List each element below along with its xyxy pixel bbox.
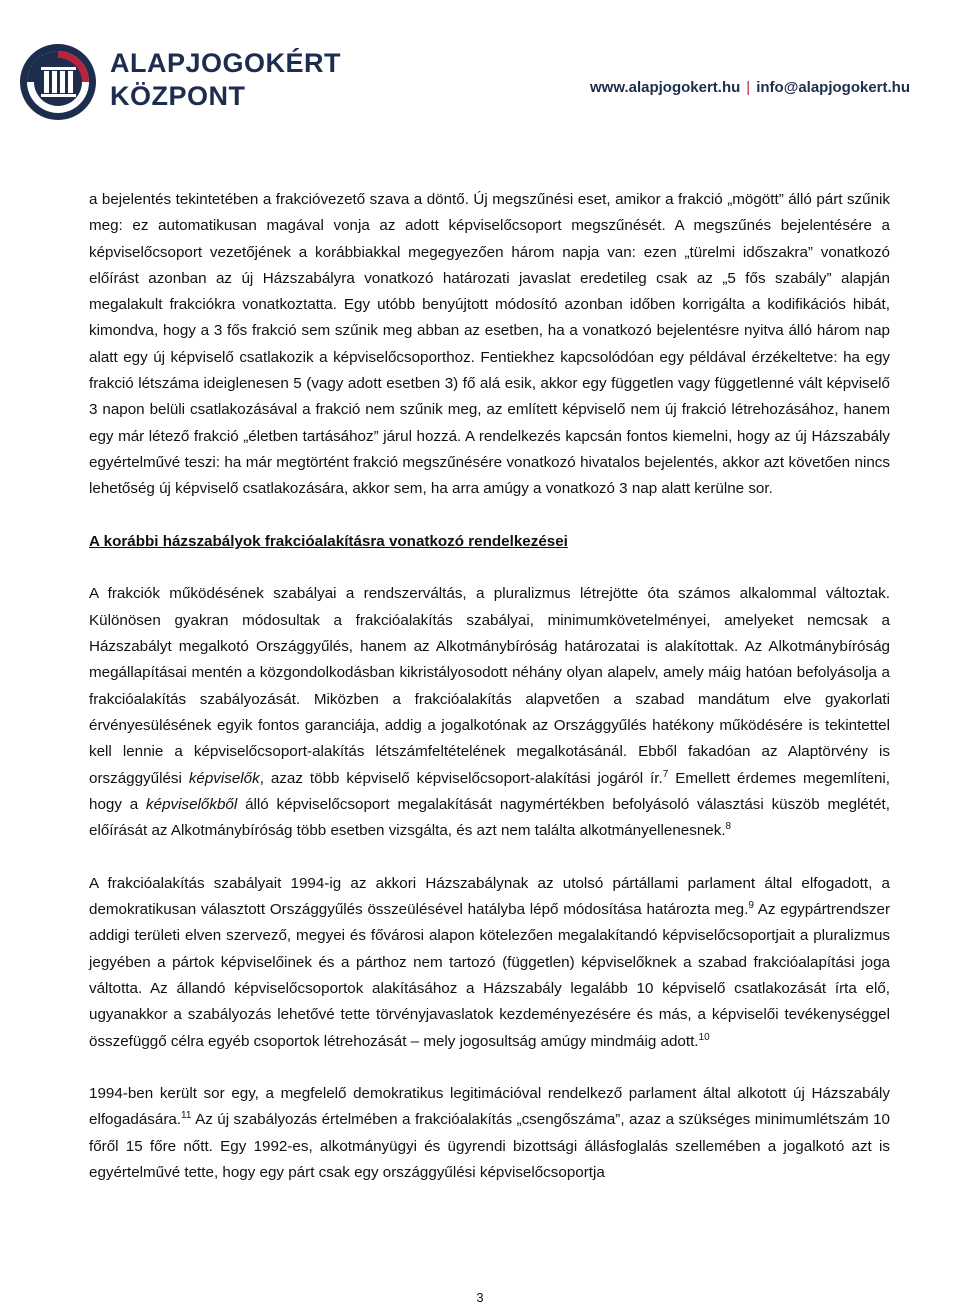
- page-header: [0, 0, 960, 130]
- section-heading: [89, 529, 890, 555]
- body-paragraph: [89, 187, 890, 503]
- footnote-reference: 11: [181, 1110, 192, 1122]
- emphasis-text: képviselőkből: [146, 795, 238, 813]
- contact-separator: |: [746, 79, 751, 96]
- page-number: 3: [476, 1290, 484, 1305]
- footnote-reference: 9: [748, 899, 754, 911]
- paragraph-text: , azaz több képviselő képviselőcsoport-alakítási jogáról ír.: [259, 769, 663, 787]
- paragraph-text: Az új szabályozás értelmében a frakcióalakítás „csengőszáma”, azaz a szükséges minimumlétszám 10 főről 15 főre nőtt. Egy 1992-es, alkotmányügyi és ügyrendi bizottsági állásfoglalás szellemében a jogalkotó azt is egyértelművé tette, hogy egy párt csak egy országgyűlési képviselőcsoportja: [89, 1111, 890, 1181]
- columns-emblem-icon: [18, 42, 98, 122]
- brand-wordmark: [110, 50, 341, 110]
- paragraph-text: Emellett érdemes megemlíteni, hogy a: [89, 769, 890, 813]
- footnote-reference: 7: [662, 768, 669, 780]
- paragraph-text: A frakciók működésének szabályai a rendszerváltás, a pluralizmus létrejötte óta számos alkalommal változtak. Különösen gyakran módosultak a frakcióalakítás szabályai, minimumkövetelményei, amelyeket nemcsak a Házszabályt megalkotó Országgyűlés, hanem az Alkotmánybíróság határozatai is alakítottak. Az Alkotmánybíróság megállapításai mentén a közgondolkodásban kikristályosodott néhány olyan alapelv, amely máig hatóan befolyásolja a frakcióalakítás szabályozását. Miközben a frakcióalakítás alapvetően a szabad mandátum elve gyakorlati érvényesülésének egyik fontos garanciája, addig a jogalkotónak az Országgyűlés hatékony működésére is tekintettel kell lennie a képviselőcsoport-alakítás létszámfeltételének megalkotásánál. Ebből fakadóan az Alaptörvény is országgyűlési: [89, 585, 890, 787]
- document-body: [89, 187, 890, 1186]
- email-link[interactable]: info@alapjogokert.hu: [756, 79, 910, 96]
- body-paragraph: [89, 581, 890, 844]
- footnote-reference: 10: [698, 1031, 710, 1043]
- brand-line-1: ALAPJOGOKÉRT: [110, 48, 342, 78]
- paragraph-text: Az egypártrendszer addigi területi elven szervező, megyei és fővárosi alapon kötelezően megalakítandó képviselőcsoportjait a pluralizmus jegyében a pártok képviselőinek és a párthoz nem tartozó (független) képviselőknek a szabad frakcióalapítási joga váltotta. Az állandó képviselőcsoportok alakításához a Házszabály legalább 10 képviselő csatlakozását írta elő, ugyanakkor a szabályozás lehetővé tette törvényjavaslatok kezdeményezésére és más, a képviselői tevékenységgel összefüggő célra egyéb csoportok létrehozását – mely jogosultság amúgy mindmáig adott.: [89, 901, 890, 1050]
- emphasis-text: képviselők: [188, 769, 260, 787]
- body-paragraph: [89, 1081, 890, 1186]
- paragraph-text: A frakcióalakítás szabályait 1994-ig az akkori Házszabálynak az utolsó pártállami parlament által elfogadott, a demokratikusan választott Országgyűlés összeülésével hatályba lépő módosítása határozta meg.: [89, 874, 890, 919]
- body-paragraph: [89, 871, 890, 1055]
- website-link[interactable]: www.alapjogokert.hu: [590, 79, 741, 96]
- paragraph-text: A korábbi házszabályok frakcióalakításra vonatkozó rendelkezései: [89, 532, 568, 550]
- paragraph-text: álló képviselőcsoport megalakítását nagymértékben befolyásoló választási küszöb meglétét, előírását az Alkotmánybíróság több esetben vizsgálta, és azt nem találta alkotmányellenesnek.: [89, 795, 890, 840]
- paragraph-text: a bejelentés tekintetében a frakcióvezető szava a döntő. Új megszűnési eset, amikor a frakció „mögött” álló párt szűnik meg: ez automatikusan magával vonja az adott képviselőcsoport megszűnését. A megszűnés bejelentésére a képviselőcsoport vezetőjének a korábbiakkal megegyezően három napja van: ezen „türelmi időszakra” vonatkozó előírást azonban az új Házszabályra vonatkozó határozati javaslat eredetileg csak az „5 fős szabály” alapján megalakult frakciókra vonatkoztatta. Egy utóbb benyújtott módosító azonban időben korrigálta a kodifikációs hibát, kimondva, hogy a 3 fős frakció sem szűnik meg abban az esetben, ha a vonatkozó bejelentésre nyitva álló három nap alatt egy új képviselő csatlakozik a képviselőcsoporthoz. Fentiekhez kapcsolódóan egy példával érzékeltetve: ha egy frakció létszáma ideiglenesen 5 (vagy adott esetben 3) fő alá esik, akkor egy független vagy függetlenné vált képviselő 3 napon belüli csatlakozásával a frakció nem szűnik meg, az említett képviselő nem új frakció létrehozásához, hanem egy már létező frakció „életben tartásához” járul hozzá. A rendelkezés kapcsán fontos kiemelni, hogy az új Házszabály egyértelművé teszi: ha már megtörtént frakció megszűnésére vonatkozó hivatalos bejelentés, akkor azt követően nincs lehetőség új képviselő csatlakozására, akkor sem, ha arra amúgy a vonatkozó 3 nap alatt kerülne sor.: [89, 191, 890, 498]
- contact-info: [590, 79, 910, 96]
- brand-line-2: KÖZPONT: [110, 81, 246, 111]
- paragraph-text: 1994-ben került sor egy, a megfelelő demokratikus legitimációval rendelkező parlament által alkotott új Házszabály elfogadására.: [89, 1085, 890, 1129]
- footnote-reference: 8: [725, 821, 732, 833]
